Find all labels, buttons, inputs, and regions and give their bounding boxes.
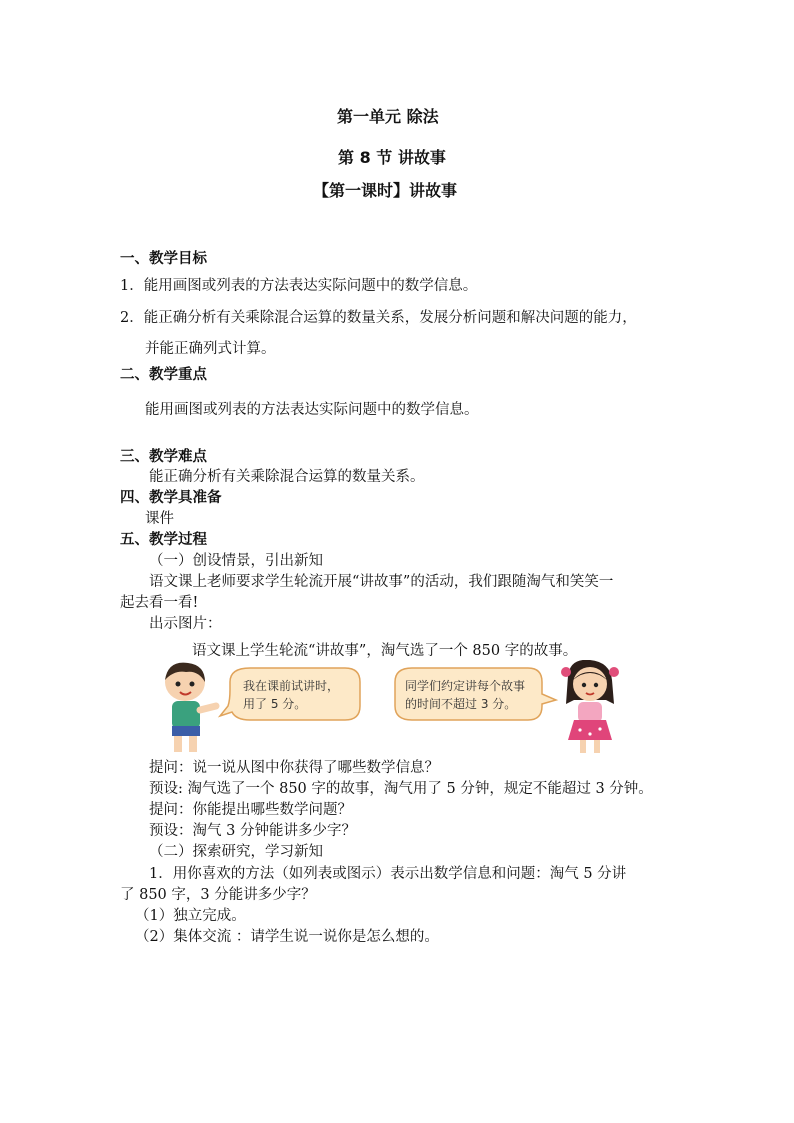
picture-caption: 语文课上学生轮流“讲故事”，淘气选了一个 850 字的故事。 bbox=[192, 643, 578, 659]
answer-1: 预设: 淘气选了一个 850 字的故事，淘气用了 5 分钟，规定不能超过 3 分钟。 bbox=[149, 781, 653, 797]
boy-figure bbox=[165, 663, 216, 752]
left-speech-bubble bbox=[220, 668, 360, 720]
bubble-right-line-2: 的时间不超过 3 分。 bbox=[405, 697, 517, 711]
process-part-1: （一）创设情景，引出新知 bbox=[149, 553, 323, 569]
right-speech-bubble bbox=[395, 668, 556, 720]
step-1-cont: 了 850 字，3 分能讲多少字？ bbox=[120, 887, 316, 903]
difficulties-heading: 三、教学难点 bbox=[120, 449, 207, 465]
key-points-text: 能用画图或列表的方法表达实际问题中的数学信息。 bbox=[145, 402, 479, 418]
goal-item-2: 2．能正确分析有关乘除混合运算的数量关系，发展分析问题和解决问题的能力， bbox=[120, 310, 637, 326]
sub-step-1: （1）独立完成。 bbox=[135, 908, 246, 924]
step-1: 1．用你喜欢的方法（如列表或图示）表示出数学信息和问题：淘气 5 分讲 bbox=[149, 866, 627, 882]
question-2: 提问：你能提出哪些数学问题？ bbox=[149, 802, 352, 818]
goal-item-1: 1．能用画图或列表的方法表达实际问题中的数学信息。 bbox=[120, 278, 478, 294]
bubble-right-line-1: 同学们约定讲每个故事 bbox=[405, 679, 526, 693]
goal-item-2-cont: 并能正确列式计算。 bbox=[145, 341, 276, 357]
lesson-title: 【第一课时】讲故事 bbox=[313, 181, 458, 200]
difficulties-text: 能正确分析有关乘除混合运算的数量关系。 bbox=[149, 469, 425, 485]
story-illustration bbox=[150, 660, 620, 755]
sub-step-2: （2）集体交流 ：请学生说一说你是怎么想的。 bbox=[135, 929, 439, 945]
unit-title: 第一单元 除法 bbox=[337, 107, 439, 126]
materials-heading: 四、教学具准备 bbox=[120, 490, 222, 506]
girl-figure bbox=[561, 660, 619, 753]
process-heading: 五、教学过程 bbox=[120, 532, 207, 548]
bubble-left-line-1: 我在课前试讲时， bbox=[243, 679, 340, 693]
intro-text: 语文课上老师要求学生轮流开展“讲故事”的活动，我们跟随淘气和笑笑一 bbox=[149, 574, 614, 590]
intro-text-cont: 起去看一看! bbox=[120, 595, 199, 611]
show-picture-label: 出示图片： bbox=[149, 616, 222, 632]
bubble-left-line-2: 用了 5 分。 bbox=[243, 697, 307, 711]
section-title: 第 8 节 讲故事 bbox=[338, 148, 446, 167]
goals-heading: 一、教学目标 bbox=[120, 251, 207, 267]
answer-2: 预设：淘气 3 分钟能讲多少字？ bbox=[149, 823, 356, 839]
materials-text: 课件 bbox=[145, 511, 174, 527]
key-points-heading: 二、教学重点 bbox=[120, 367, 207, 383]
process-part-2: （二）探索研究，学习新知 bbox=[149, 844, 323, 860]
question-1: 提问：说一说从图中你获得了哪些数学信息？ bbox=[149, 760, 439, 776]
